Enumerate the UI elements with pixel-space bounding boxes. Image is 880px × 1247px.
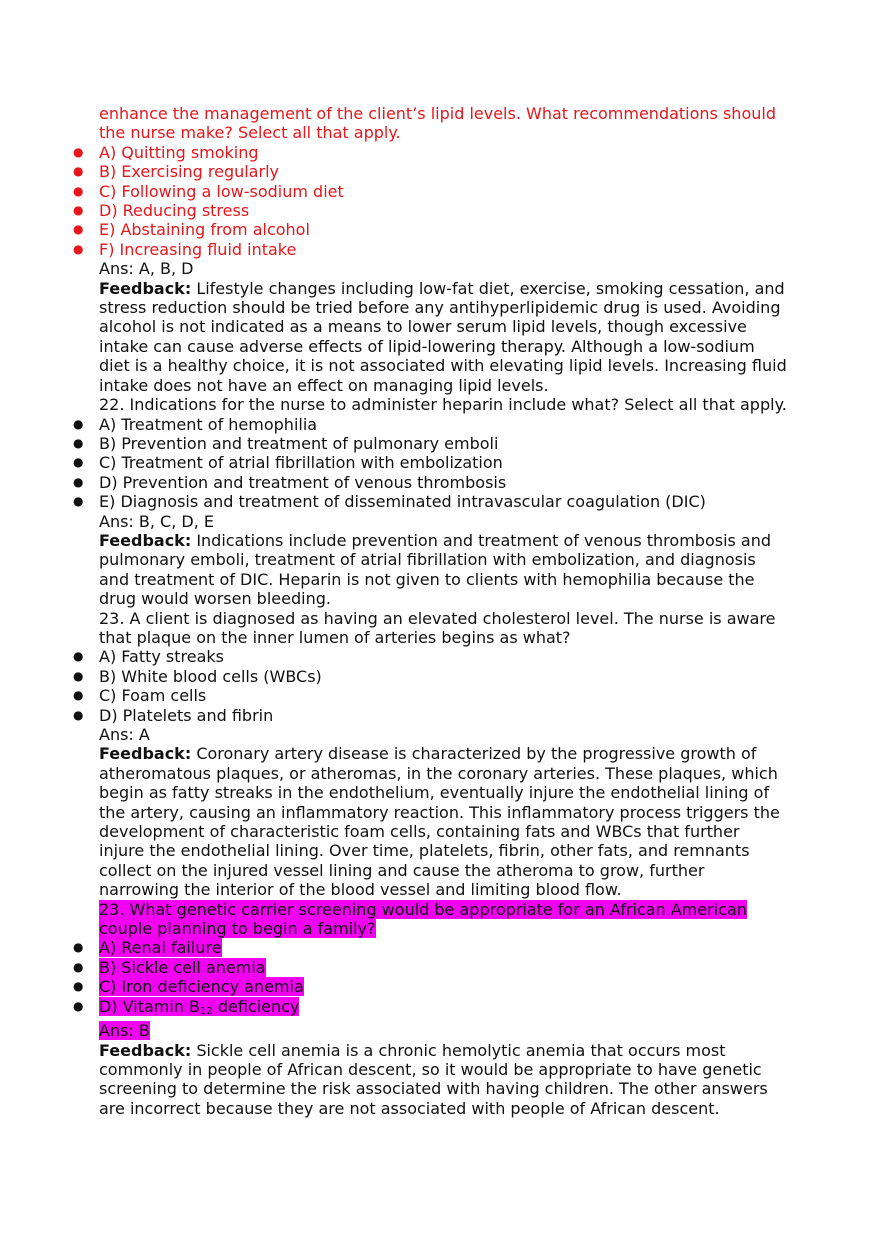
q22-stem: 22. Indications for the nurse to administer heparin include what? Select all that apply.: [99, 395, 787, 415]
bullet-icon: ●: [73, 940, 84, 955]
q21-option-c: ● C) Following a low-sodium diet: [73, 181, 344, 201]
q22-option-b: ● B) Prevention and treatment of pulmonary emboli: [73, 433, 499, 453]
q22-option-a: ● A) Treatment of hemophilia: [73, 414, 318, 434]
q23a-feedback: Feedback: Coronary artery disease is characterized by the progressive growth of atheromatous plaques, or atheromas, in the coronary arteries. These plaques, which begin as fatty streaks in the endothelium, eventually injure the endothelial lining of the artery, causing an inflammatory reaction. This inflammatory process triggers the development of characteristic foam cells, containing fats and WBCs that further injure the endothelial lining. Over time, platelets, fibrin, other fats, and remnants collect on the injured vessel lining and cause the atheroma to grow, further narrowing the interior of the blood vessel and limiting blood flow.: [99, 744, 780, 900]
q21-option-b: ● B) Exercising regularly: [73, 162, 279, 182]
q21-option-a: ● A) Quitting smoking: [73, 142, 259, 162]
bullet-icon: ●: [73, 241, 84, 256]
feedback-label: Feedback:: [99, 278, 192, 298]
bullet-icon: ●: [73, 979, 84, 994]
bullet-icon: ●: [73, 688, 84, 703]
feedback-label: Feedback:: [99, 744, 192, 764]
q22-options: [73, 414, 789, 512]
bullet-icon: ●: [73, 222, 84, 237]
q22-answer: Ans: B, C, D, E: [99, 511, 214, 531]
q23b-option-d: ● D) Vitamin $B_{12}$ deficiency: [73, 996, 300, 1017]
q21-feedback: Feedback: Lifestyle changes including low-fat diet, exercise, smoking cessation, and stress reduction should be tried before any antihyperlipidemic drug is used. Avoiding alcohol is not indicated as a means to lower serum lipid levels, though excessive intake can cause adverse effects of lipid-lowering therapy. Although a low-sodium diet is a healthy choice, it is not associated with elevating lipid levels. Increasing fluid intake does not have an effect on managing lipid levels.: [99, 278, 787, 395]
q22-option-c: ● C) Treatment of atrial fibrillation with embolization: [73, 453, 503, 473]
q23b-feedback: Feedback: Sickle cell anemia is a chronic hemolytic anemia that occurs most commonly in people of African descent, so it would be appropriate to have genetic screening to determine the risk associated with having children. The other answers are incorrect because they are not associated with people of African descent.: [99, 1040, 768, 1118]
q21-answer: Ans: A, B, D: [99, 259, 194, 279]
q21-option-e: ● E) Abstaining from alcohol: [73, 220, 310, 240]
bullet-icon: ●: [73, 455, 84, 470]
q22-option-e: ● E) Diagnosis and treatment of disseminated intravascular coagulation (DIC): [73, 492, 706, 512]
bullet-icon: ●: [73, 649, 84, 664]
q21-option-d: ● D) Reducing stress: [73, 201, 250, 221]
feedback-label: Feedback:: [99, 530, 192, 550]
q23b-option-c: ● C) Iron deficiency anemia: [73, 977, 304, 997]
feedback-label: Feedback:: [99, 1040, 192, 1060]
q23b-option-a: ● A) Renal failure: [73, 938, 222, 958]
bullet-icon: ●: [73, 183, 84, 198]
q23b-answer: Ans: B: [99, 1021, 150, 1041]
q23b-stem-highlight: 23. What genetic carrier screening would be appropriate for an African American couple planning to begin a family?: [99, 899, 747, 939]
bullet-icon: ●: [73, 144, 84, 159]
bullet-icon: ●: [73, 668, 84, 683]
q21-stem: enhance the management of the client’s lipid levels. What recommendations should the nurse make? Select all that apply.: [99, 104, 776, 143]
bullet-icon: ●: [73, 998, 84, 1013]
bullet-icon: ●: [73, 435, 84, 450]
bullet-icon: ●: [73, 164, 84, 179]
q23b-options: [73, 938, 789, 1021]
q22-option-d: ● D) Prevention and treatment of venous thrombosis: [73, 472, 507, 492]
bullet-icon: ●: [73, 959, 84, 974]
q22-feedback: Feedback: Indications include prevention and treatment of venous thrombosis and pulmonary emboli, treatment of atrial fibrillation with embolization, and diagnosis and treatment of DIC. Heparin is not given to clients with hemophilia because the drug would worsen bleeding.: [99, 530, 772, 609]
document-content: [73, 104, 789, 1118]
q21-option-f: ● F) Increasing fluid intake: [73, 239, 297, 259]
q23b-stem: [99, 900, 789, 939]
bullet-icon: ●: [73, 494, 84, 509]
q23a-options: [73, 647, 789, 725]
bullet-icon: ●: [73, 474, 84, 489]
q23a-option-c: ● C) Foam cells: [73, 686, 207, 706]
q23a-answer: Ans: A: [99, 725, 150, 744]
bullet-icon: ●: [73, 416, 84, 431]
bullet-icon: ●: [73, 707, 84, 722]
bullet-icon: ●: [73, 203, 84, 218]
q21-options: [73, 142, 789, 259]
q23a-option-d: ● D) Platelets and fibrin: [73, 705, 274, 725]
q23a-option-a: ● A) Fatty streaks: [73, 647, 224, 667]
q23a-option-b: ● B) White blood cells (WBCs): [73, 666, 322, 686]
q23a-stem: 23. A client is diagnosed as having an elevated cholesterol level. The nurse is aware that plaque on the inner lumen of arteries begins as what?: [99, 608, 776, 647]
q23b-option-b: ● B) Sickle cell anemia: [73, 957, 266, 977]
